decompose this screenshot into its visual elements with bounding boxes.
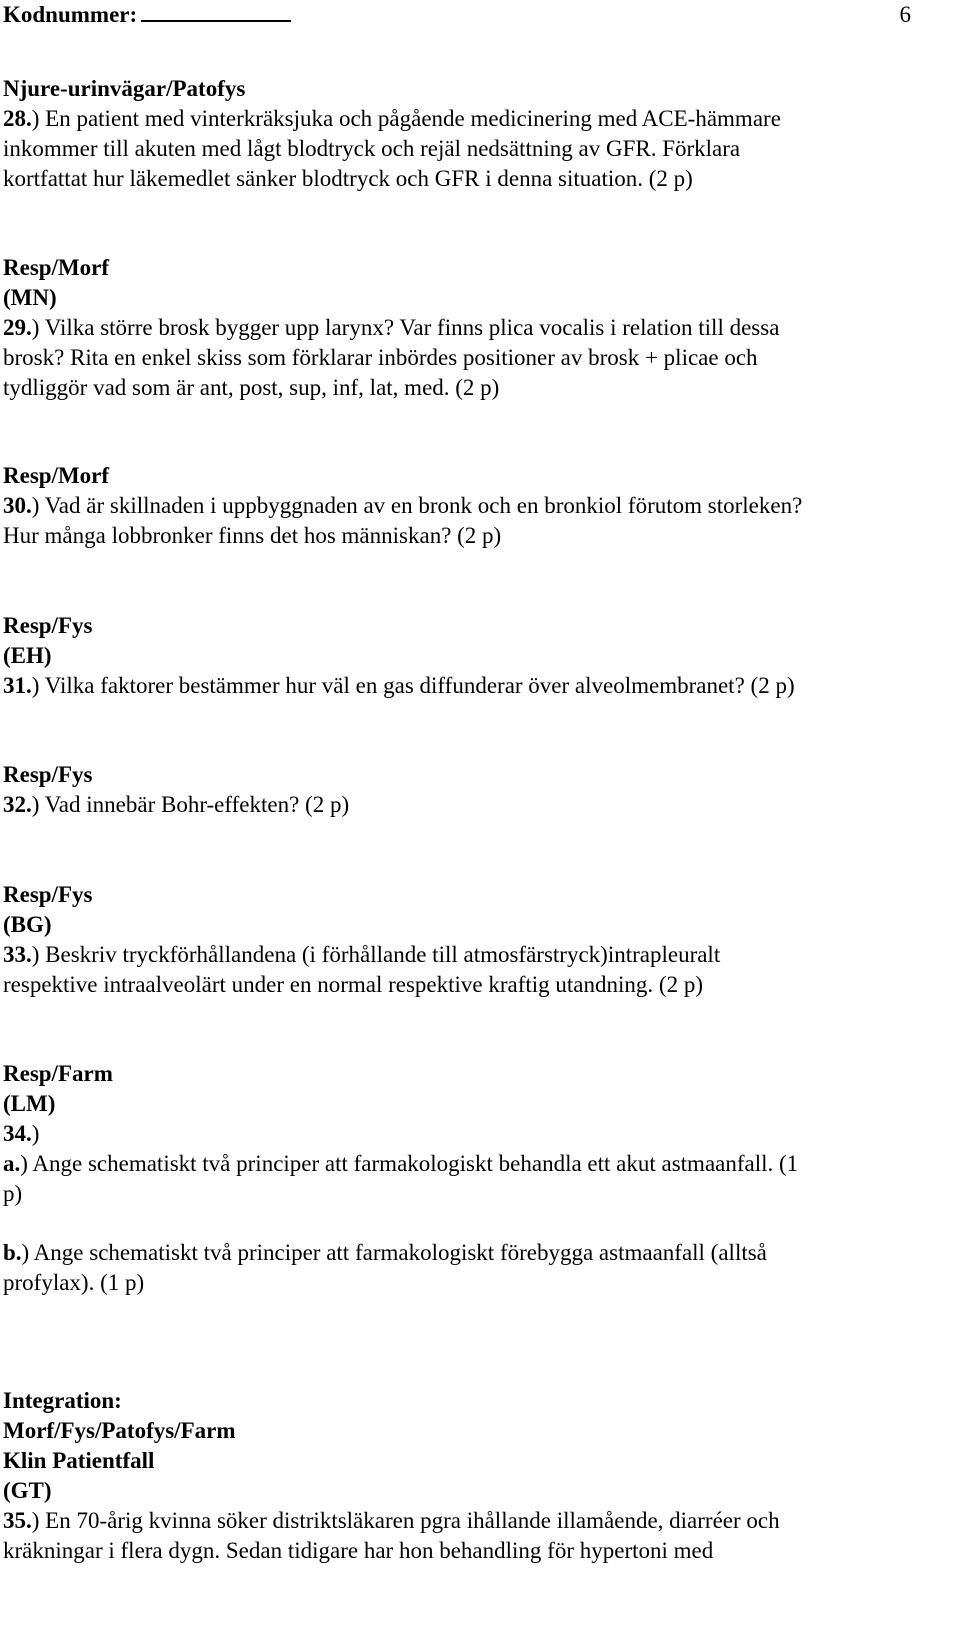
text-line — [3, 491, 802, 521]
page-number: 6 — [899, 2, 911, 27]
text-line — [3, 74, 245, 104]
line-text: ) En 70-årig kvinna söker distriktsläkaren pgra ihållande illamående, diarréer och — [31, 1508, 780, 1533]
text-line — [3, 343, 758, 373]
bold-label: 35. — [3, 1508, 32, 1533]
text-line — [3, 1476, 52, 1506]
bold-label: b. — [3, 1240, 22, 1265]
line-text: ) Vad är skillnaden i uppbyggnaden av en bronk och en bronkiol förutom storleken? — [31, 493, 803, 518]
code-number-label: Kodnummer: — [3, 2, 138, 27]
text-line — [3, 940, 720, 970]
line-text: Hur många lobbronker finns det hos människan? (2 p) — [3, 523, 502, 548]
text-line — [3, 1536, 713, 1566]
text-line — [3, 760, 92, 790]
bold-label: Resp/Fys — [3, 882, 93, 907]
bold-label: Integration: — [3, 1388, 122, 1413]
bold-label: 31. — [3, 673, 32, 698]
line-text: profylax). (1 p) — [3, 1270, 145, 1295]
line-text: ) Vad innebär Bohr-effekten? (2 p) — [31, 792, 350, 817]
text-line — [3, 910, 52, 940]
bold-label: (EH) — [3, 643, 52, 668]
bold-label: Klin Patientfall — [3, 1448, 155, 1473]
text-line — [3, 164, 693, 194]
line-text: inkommer till akuten med lågt blodtryck och rejäl nedsättning av GFR. Förklara — [3, 136, 741, 161]
text-line — [3, 253, 109, 283]
bold-label: Resp/Fys — [3, 762, 93, 787]
text-line — [3, 1506, 780, 1536]
text-line — [3, 641, 52, 671]
text-line — [3, 1149, 798, 1179]
text-line — [3, 880, 92, 910]
line-text: p) — [3, 1181, 23, 1206]
line-text: ) Beskriv tryckförhållandena (i förhållande till atmosfärstryck)intrapleuralt — [31, 942, 721, 967]
text-line — [3, 970, 703, 1000]
line-text: tydliggör vad som är ant, post, sup, inf, lat, med. (2 p) — [3, 375, 500, 400]
text-line — [3, 611, 92, 641]
bold-label: a. — [3, 1151, 21, 1176]
text-line — [3, 790, 349, 820]
bold-label: Resp/Fys — [3, 613, 93, 638]
text-line — [3, 1416, 235, 1446]
text-line — [3, 1179, 22, 1209]
text-line — [3, 1119, 39, 1149]
line-text: ) En patient med vinterkräksjuka och pågående medicinering med ACE-hämmare — [31, 106, 781, 131]
line-text: kräkningar i flera dygn. Sedan tidigare har hon behandling för hypertoni med — [3, 1538, 714, 1563]
bold-label: (MN) — [3, 285, 57, 310]
line-text: ) Vilka större brosk bygger upp larynx? Var finns plica vocalis i relation till dessa — [31, 315, 780, 340]
bold-label: Njure-urinvägar/Patofys — [3, 76, 246, 101]
text-line — [3, 1059, 113, 1089]
text-line — [3, 313, 779, 343]
text-line — [3, 1268, 144, 1298]
bold-label: Resp/Morf — [3, 463, 110, 488]
header — [3, 0, 933, 30]
text-line — [3, 671, 795, 701]
text-line — [3, 1446, 154, 1476]
bold-label: (GT) — [3, 1478, 52, 1503]
line-text: ) Ange schematiskt två principer att farmakologiskt behandla ett akut astmaanfall. (1 — [20, 1151, 799, 1176]
line-text: ) Ange schematiskt två principer att farmakologiskt förebygga astmaanfall (alltså — [21, 1240, 767, 1265]
text-line — [3, 134, 740, 164]
bold-label: 32. — [3, 792, 32, 817]
bold-label: 34. — [3, 1121, 32, 1146]
bold-label: Morf/Fys/Patofys/Farm — [3, 1418, 236, 1443]
line-text: ) Vilka faktorer bestämmer hur väl en gas diffunderar över alveolmembranet? (2 p) — [31, 673, 795, 698]
line-text: respektive intraalveolärt under en normal respektive kraftig utandning. (2 p) — [3, 972, 703, 997]
line-text: ) — [31, 1121, 40, 1146]
text-line — [3, 373, 499, 403]
bold-label: Resp/Farm — [3, 1061, 113, 1086]
text-line — [3, 1238, 767, 1268]
bold-label: (BG) — [3, 912, 52, 937]
bold-label: Resp/Morf — [3, 255, 110, 280]
text-line — [3, 1089, 55, 1119]
text-line — [3, 1386, 122, 1416]
bold-label: 30. — [3, 493, 32, 518]
bold-label: 33. — [3, 942, 32, 967]
text-line — [3, 283, 57, 313]
line-text: brosk? Rita en enkel skiss som förklarar inbördes positioner av brosk + plicae och — [3, 345, 758, 370]
bold-label: 28. — [3, 106, 32, 131]
code-number-blank — [141, 2, 291, 22]
text-line — [3, 104, 781, 134]
bold-label: 29. — [3, 315, 32, 340]
line-text: kortfattat hur läkemedlet sänker blodtryck och GFR i denna situation. (2 p) — [3, 166, 693, 191]
text-line — [3, 461, 109, 491]
text-line — [3, 521, 501, 551]
bold-label: (LM) — [3, 1091, 56, 1116]
